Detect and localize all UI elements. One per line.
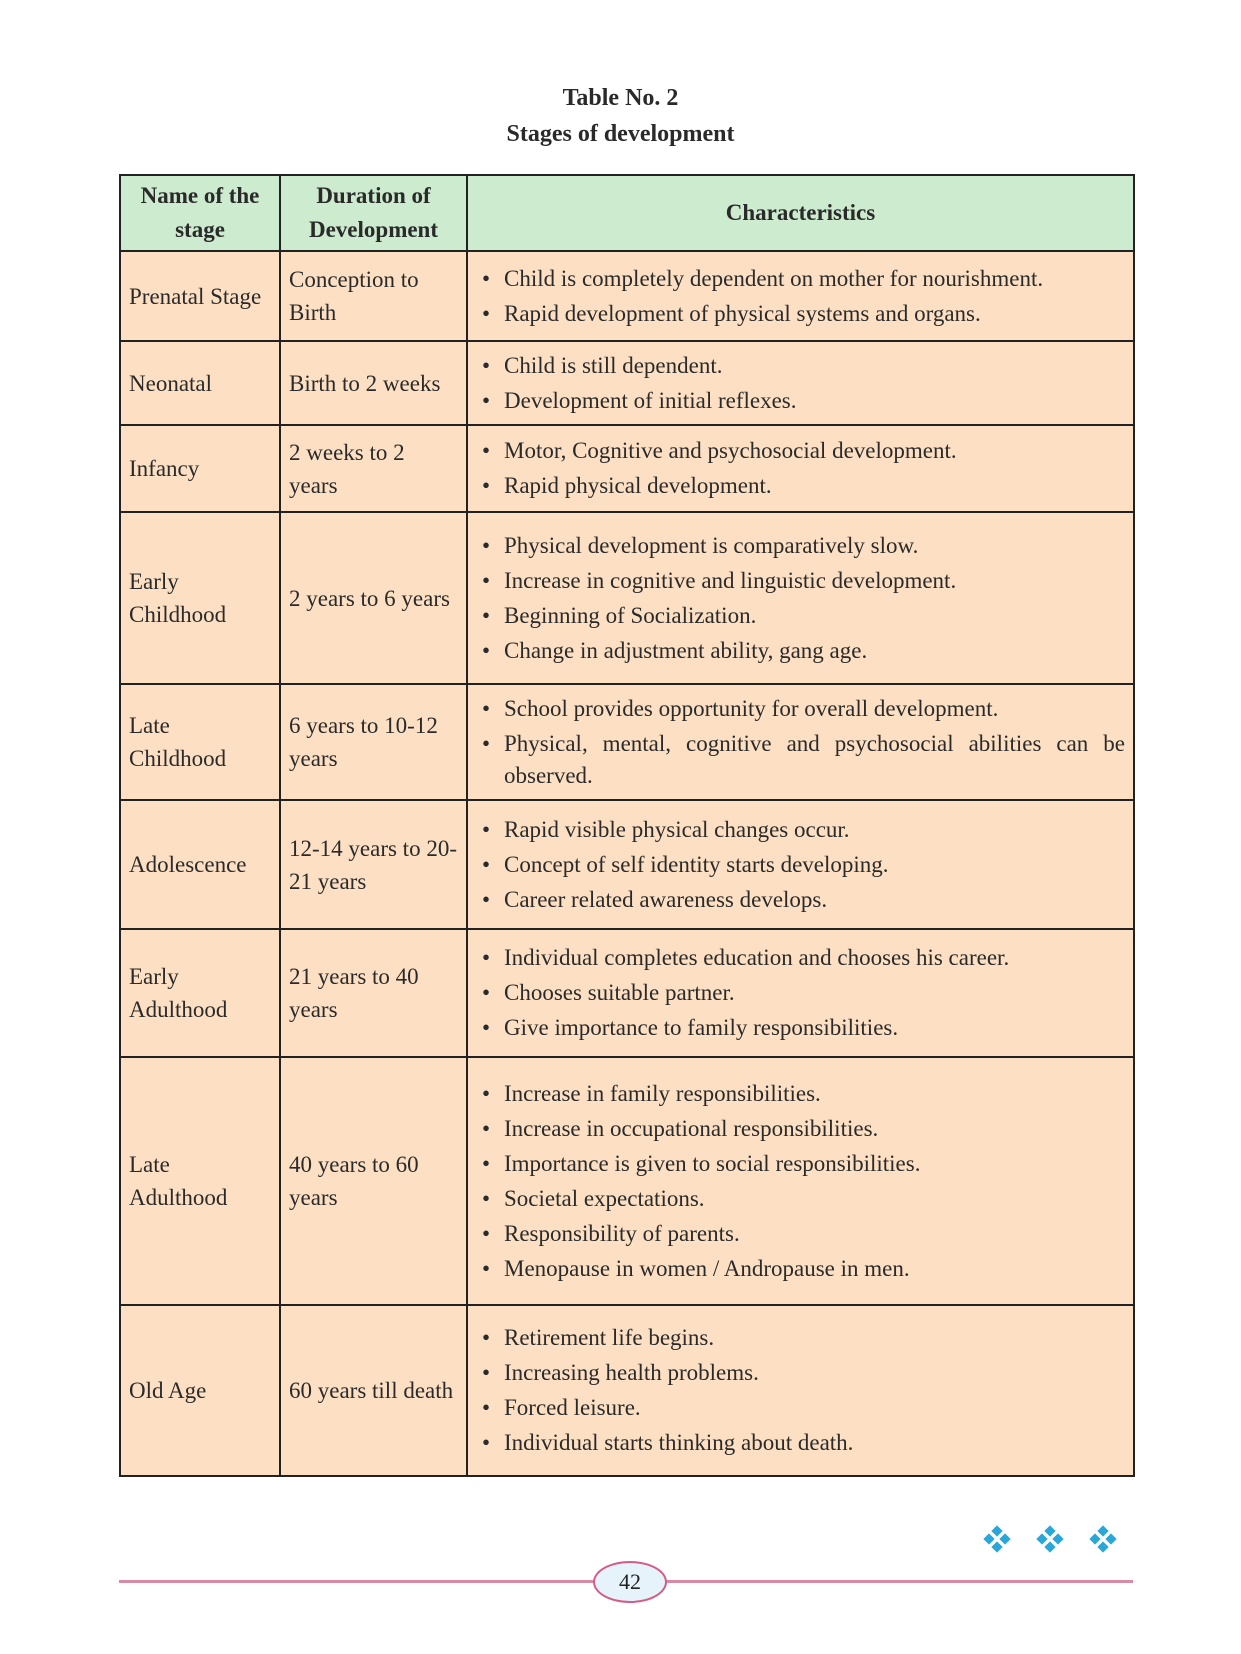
- characteristics-cell: [467, 1305, 1134, 1476]
- header-duration: Duration of Development: [280, 175, 467, 251]
- duration-cell: 60 years till death: [280, 1305, 467, 1476]
- list-item: [476, 350, 1125, 382]
- characteristics-list: [476, 263, 1125, 330]
- bullet-icon: •: [482, 532, 491, 558]
- list-item: [476, 1357, 1125, 1389]
- bullet-icon: •: [482, 602, 491, 628]
- characteristic-text: Increasing health problems.: [504, 1360, 759, 1385]
- characteristic-text: Give importance to family responsibilities.: [504, 1015, 899, 1040]
- bullet-icon: •: [482, 637, 491, 663]
- characteristic-text: Motor, Cognitive and psychosocial development.: [504, 438, 957, 463]
- bullet-icon: •: [482, 1255, 491, 1281]
- list-item: [476, 1218, 1125, 1250]
- characteristic-text: Increase in occupational responsibilities.: [504, 1115, 879, 1141]
- characteristics-list: [476, 814, 1125, 916]
- characteristic-text: Responsibility of parents.: [504, 1220, 740, 1246]
- list-item: [476, 530, 1125, 562]
- header-stage: Name of the stage: [120, 175, 280, 251]
- bullet-icon: •: [482, 945, 491, 970]
- characteristics-cell: [467, 800, 1134, 929]
- table-body: [120, 251, 1134, 1476]
- stage-name-cell: Neonatal: [120, 341, 280, 425]
- characteristics-list: [476, 1078, 1125, 1285]
- characteristic-text: Child is still dependent.: [504, 352, 723, 378]
- bullet-icon: •: [482, 1080, 491, 1106]
- duration-cell: 2 weeks to 2 years: [280, 425, 467, 512]
- characteristics-cell: [467, 341, 1134, 425]
- stage-name-cell: Adolescence: [120, 800, 280, 929]
- table-row: [120, 512, 1134, 684]
- stage-name-cell: Infancy: [120, 425, 280, 512]
- list-item: [476, 435, 1125, 467]
- table-row: [120, 425, 1134, 512]
- list-item: [476, 1427, 1125, 1459]
- list-item: [476, 1078, 1125, 1110]
- table-row: [120, 684, 1134, 800]
- bullet-icon: •: [482, 886, 491, 912]
- bullet-icon: •: [482, 1115, 491, 1141]
- bullet-icon: •: [482, 851, 491, 877]
- bullet-icon: •: [482, 300, 491, 326]
- characteristic-text: Career related awareness develops.: [504, 886, 828, 912]
- page-number: 42: [593, 1561, 667, 1603]
- characteristic-text: Menopause in women / Andropause in men.: [504, 1255, 910, 1281]
- bullet-icon: •: [482, 980, 491, 1005]
- bullet-icon: •: [482, 1015, 491, 1040]
- list-item: [476, 728, 1125, 792]
- list-item: [476, 263, 1125, 295]
- bullet-icon: •: [482, 473, 491, 498]
- characteristics-cell: [467, 929, 1134, 1057]
- characteristic-text: Beginning of Socialization.: [504, 602, 757, 628]
- characteristics-list: [476, 350, 1125, 417]
- list-item: [476, 849, 1125, 881]
- bullet-icon: •: [482, 1185, 491, 1211]
- characteristics-list: [476, 530, 1125, 667]
- characteristic-text: Individual starts thinking about death.: [504, 1430, 854, 1455]
- duration-cell: Birth to 2 weeks: [280, 341, 467, 425]
- characteristic-text: Rapid development of physical systems and organs.: [504, 300, 981, 326]
- characteristic-text: Rapid visible physical changes occur.: [504, 816, 850, 842]
- stage-name-cell: Old Age: [120, 1305, 280, 1476]
- bullet-icon: •: [482, 1430, 491, 1455]
- characteristic-text: Physical development is comparatively slow.: [504, 532, 919, 558]
- list-item: [476, 298, 1125, 330]
- list-item: [476, 470, 1125, 502]
- table-row: [120, 341, 1134, 425]
- list-item: [476, 1392, 1125, 1424]
- characteristic-text: Forced leisure.: [504, 1395, 641, 1420]
- characteristic-text: Concept of self identity starts developing.: [504, 851, 889, 877]
- list-item: [476, 814, 1125, 846]
- characteristic-text: Child is completely dependent on mother for nourishment.: [504, 265, 1044, 291]
- four-diamond-ornament-icon: [1038, 1527, 1062, 1551]
- table-row: [120, 1305, 1134, 1476]
- characteristic-text: Rapid physical development.: [504, 473, 772, 498]
- characteristics-list: [476, 1322, 1125, 1459]
- list-item: [476, 600, 1125, 632]
- bullet-icon: •: [482, 265, 491, 291]
- bullet-icon: •: [482, 387, 491, 413]
- stages-table: [119, 174, 1135, 1477]
- table-caption: [0, 80, 1241, 152]
- duration-cell: 21 years to 40 years: [280, 929, 467, 1057]
- characteristics-cell: [467, 251, 1134, 341]
- list-item: [476, 942, 1125, 974]
- table-title: Stages of development: [506, 121, 735, 147]
- stage-name-cell: Early Adulthood: [120, 929, 280, 1057]
- bullet-icon: •: [482, 352, 491, 378]
- characteristics-cell: [467, 1057, 1134, 1305]
- duration-cell: 2 years to 6 years: [280, 512, 467, 684]
- list-item: [476, 1253, 1125, 1285]
- four-diamond-ornament-icon: [1091, 1527, 1115, 1551]
- characteristic-text: Societal expectations.: [504, 1185, 705, 1211]
- list-item: [476, 565, 1125, 597]
- characteristic-text: Chooses suitable partner.: [504, 980, 735, 1005]
- stage-name-cell: Late Adulthood: [120, 1057, 280, 1305]
- duration-cell: 40 years to 60 years: [280, 1057, 467, 1305]
- ornaments: [985, 1527, 1115, 1551]
- characteristics-cell: [467, 684, 1134, 800]
- characteristic-text: Change in adjustment ability, gang age.: [504, 637, 868, 663]
- bullet-icon: •: [482, 816, 491, 842]
- characteristic-text: Increase in cognitive and linguistic development.: [504, 567, 957, 593]
- bullet-icon: •: [482, 1150, 491, 1176]
- table-header-row: [120, 175, 1134, 251]
- characteristic-text: Importance is given to social responsibilities.: [504, 1150, 921, 1176]
- header-characteristics: Characteristics: [467, 175, 1134, 251]
- list-item: [476, 1148, 1125, 1180]
- bullet-icon: •: [482, 1325, 491, 1350]
- characteristics-list: [476, 942, 1125, 1044]
- characteristics-list: [476, 693, 1125, 792]
- characteristic-text: Retirement life begins.: [504, 1325, 715, 1350]
- bullet-icon: •: [482, 438, 491, 463]
- stage-name-cell: Early Childhood: [120, 512, 280, 684]
- bullet-icon: •: [482, 730, 491, 756]
- bullet-icon: •: [482, 1360, 491, 1385]
- list-item: [476, 693, 1125, 725]
- characteristics-cell: [467, 425, 1134, 512]
- list-item: [476, 977, 1125, 1009]
- duration-cell: 6 years to 10-12 years: [280, 684, 467, 800]
- bullet-icon: •: [482, 1395, 491, 1420]
- characteristic-text: Individual completes education and chooses his career.: [504, 945, 1010, 970]
- list-item: [476, 884, 1125, 916]
- list-item: [476, 385, 1125, 417]
- stage-name-cell: Late Childhood: [120, 684, 280, 800]
- bullet-icon: •: [482, 695, 491, 721]
- list-item: [476, 1113, 1125, 1145]
- four-diamond-ornament-icon: [985, 1527, 1009, 1551]
- list-item: [476, 1322, 1125, 1354]
- table-row: [120, 251, 1134, 341]
- list-item: [476, 1012, 1125, 1044]
- table-row: [120, 1057, 1134, 1305]
- stage-name-cell: Prenatal Stage: [120, 251, 280, 341]
- characteristic-text: Physical, mental, cognitive and psychosocial abilities can be observed.: [504, 730, 1125, 788]
- bullet-icon: •: [482, 567, 491, 593]
- characteristic-text: School provides opportunity for overall development.: [504, 695, 999, 721]
- table-row: [120, 929, 1134, 1057]
- list-item: [476, 635, 1125, 667]
- duration-cell: 12-14 years to 20-21 years: [280, 800, 467, 929]
- characteristics-cell: [467, 512, 1134, 684]
- list-item: [476, 1183, 1125, 1215]
- bullet-icon: •: [482, 1220, 491, 1246]
- characteristic-text: Development of initial reflexes.: [504, 387, 797, 413]
- table-row: [120, 800, 1134, 929]
- duration-cell: Conception to Birth: [280, 251, 467, 341]
- characteristic-text: Increase in family responsibilities.: [504, 1080, 821, 1106]
- characteristics-list: [476, 435, 1125, 502]
- table-number: Table No. 2: [562, 85, 679, 111]
